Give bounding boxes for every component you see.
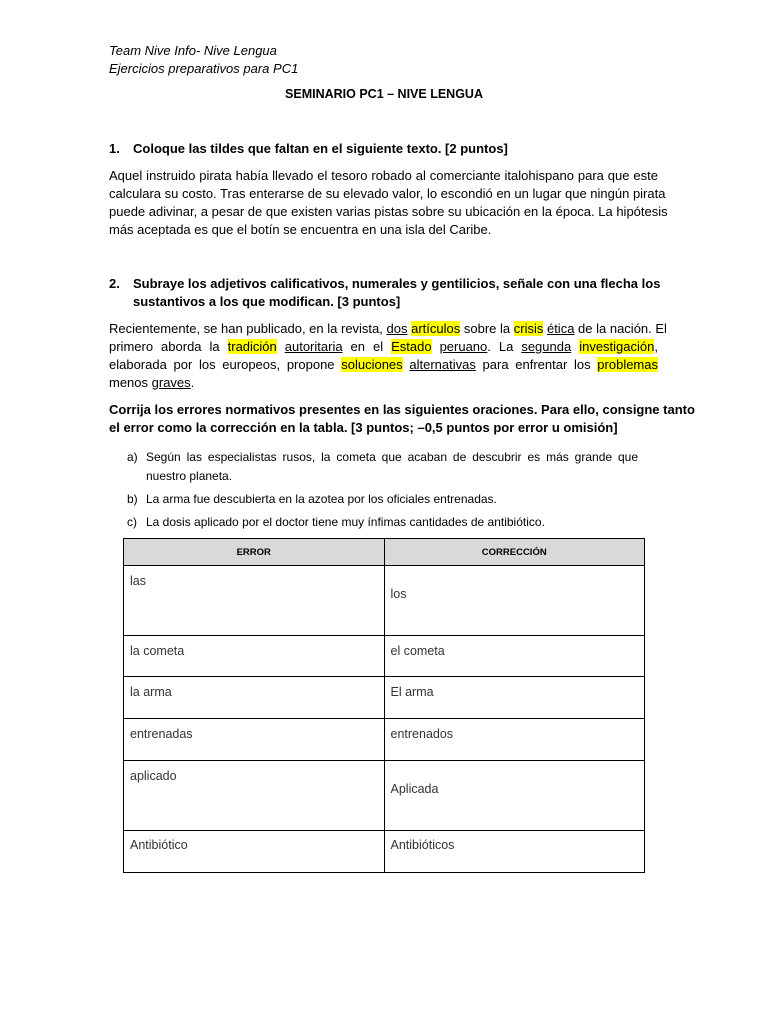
list-item — [127, 490, 647, 509]
table-row — [124, 719, 645, 761]
table-cell-correction: Aplicada — [384, 761, 645, 831]
underlined-word: dos — [386, 321, 408, 336]
table-cell-error: entrenadas — [124, 719, 385, 761]
text-run: , — [654, 339, 658, 354]
text-run: menos — [109, 375, 152, 390]
highlighted-word: Estado — [391, 339, 432, 354]
underlined-word: ética — [546, 321, 575, 336]
list-item-text: La dosis aplicado por el doctor tiene muy ínfimas cantidades de antibiótico. — [146, 515, 545, 529]
text-run: de la nación. El — [574, 321, 667, 336]
underlined-word: segunda — [521, 339, 572, 354]
table-cell-correction: los — [384, 566, 645, 636]
text-run — [432, 339, 440, 354]
table-cell-correction: El arma — [384, 677, 645, 719]
text-run: para enfrentar los — [475, 357, 598, 372]
table-header-row — [124, 539, 645, 566]
table-cell-error: la arma — [124, 677, 385, 719]
list-item — [127, 513, 647, 532]
question-prompt: Coloque las tildes que faltan en el siguiente texto. [2 puntos] — [133, 141, 508, 156]
paragraph-line — [109, 338, 658, 356]
question-number: 2. — [109, 276, 120, 291]
paragraph-line — [109, 356, 658, 374]
page-title: SEMINARIO PC1 – NIVE LENGUA — [285, 87, 483, 101]
underlined-word: peruano — [439, 339, 488, 354]
list-item-label: c) — [127, 515, 137, 529]
text-run — [277, 339, 285, 354]
paragraph-line — [109, 374, 658, 392]
table-cell-correction: el cometa — [384, 636, 645, 677]
list-item-label: a) — [127, 450, 138, 464]
table-cell-error: aplicado — [124, 761, 385, 831]
paragraph-line: Aquel instruido pirata había llevado el tesoro robado al comerciante italohispano para que este — [109, 168, 658, 183]
table-cell-error: la cometa — [124, 636, 385, 677]
table-cell-correction: entrenados — [384, 719, 645, 761]
highlighted-word: artículos — [411, 321, 461, 336]
underlined-word: autoritaria — [284, 339, 343, 354]
text-run: en el — [342, 339, 392, 354]
corrections-table — [123, 538, 645, 873]
question-1-heading — [109, 140, 658, 158]
question-1-text — [109, 167, 668, 239]
prompt-line: el error como la corrección en la tabla. [3 puntos; –0,5 puntos por error u omisión] — [109, 420, 618, 435]
question-3-heading — [109, 401, 695, 437]
text-run: Recientemente, se han publicado, en la revista, — [109, 321, 387, 336]
column-header-error: ERROR — [124, 539, 385, 566]
list-item-text: Según las especialistas rusos, la cometa que acaban de descubrir es más grande que nuestro planeta. — [146, 450, 638, 483]
underlined-word: alternativas — [409, 357, 476, 372]
text-run: . La — [487, 339, 522, 354]
text-run: sobre la — [460, 321, 514, 336]
prompt-line: Corrija los errores normativos presentes en las siguientes oraciones. Para ello, consigne tanto — [109, 402, 695, 417]
table-cell-error: las — [124, 566, 385, 636]
question-2-heading — [109, 275, 661, 311]
list-item-text: La arma fue descubierta en la azotea por los oficiales entrenadas. — [146, 492, 497, 506]
list-item-label: b) — [127, 492, 138, 506]
highlighted-word: investigación — [579, 339, 655, 354]
question-prompt — [133, 275, 661, 311]
text-run — [571, 339, 579, 354]
header-team: Team Nive Info- Nive Lengua — [109, 43, 277, 58]
prompt-line: Subraye los adjetivos calificativos, numerales y gentilicios, señale con una flecha los — [133, 276, 661, 291]
table-cell-error: Antibiótico — [124, 831, 385, 873]
highlighted-word: problemas — [597, 357, 658, 372]
table-row — [124, 636, 645, 677]
sentence-list — [127, 448, 647, 536]
question-2-text — [109, 320, 667, 392]
header-subtitle: Ejercicios preparativos para PC1 — [109, 61, 299, 76]
text-run: elaborada por los europeos, propone — [109, 357, 342, 372]
highlighted-word: soluciones — [341, 357, 403, 372]
table-row — [124, 761, 645, 831]
highlighted-word: tradición — [227, 339, 277, 354]
text-run: . — [190, 375, 195, 390]
paragraph-line: más aceptada es que el botín se encuentra en una isla del Caribe. — [109, 222, 492, 237]
prompt-line: sustantivos a los que modifican. [3 puntos] — [133, 294, 401, 309]
question-number: 1. — [109, 141, 120, 156]
list-item — [127, 448, 647, 486]
highlighted-word: crisis — [513, 321, 544, 336]
paragraph-line: puede adivinar, a pesar de que existen varias pistas sobre su ubicación en la época. La hipótesis — [109, 204, 668, 219]
underlined-word: graves — [151, 375, 191, 390]
table-cell-correction: Antibióticos — [384, 831, 645, 873]
table-row — [124, 566, 645, 636]
document-header — [109, 42, 298, 78]
paragraph-line: calculara su costo. Tras enterarse de su elevado valor, lo escondió en un lugar que ningún pirata — [109, 186, 666, 201]
table-row — [124, 831, 645, 873]
column-header-correction: CORRECCIÓN — [384, 539, 645, 566]
text-run: primero aborda la — [109, 339, 228, 354]
table-row — [124, 677, 645, 719]
paragraph-line — [109, 320, 667, 338]
